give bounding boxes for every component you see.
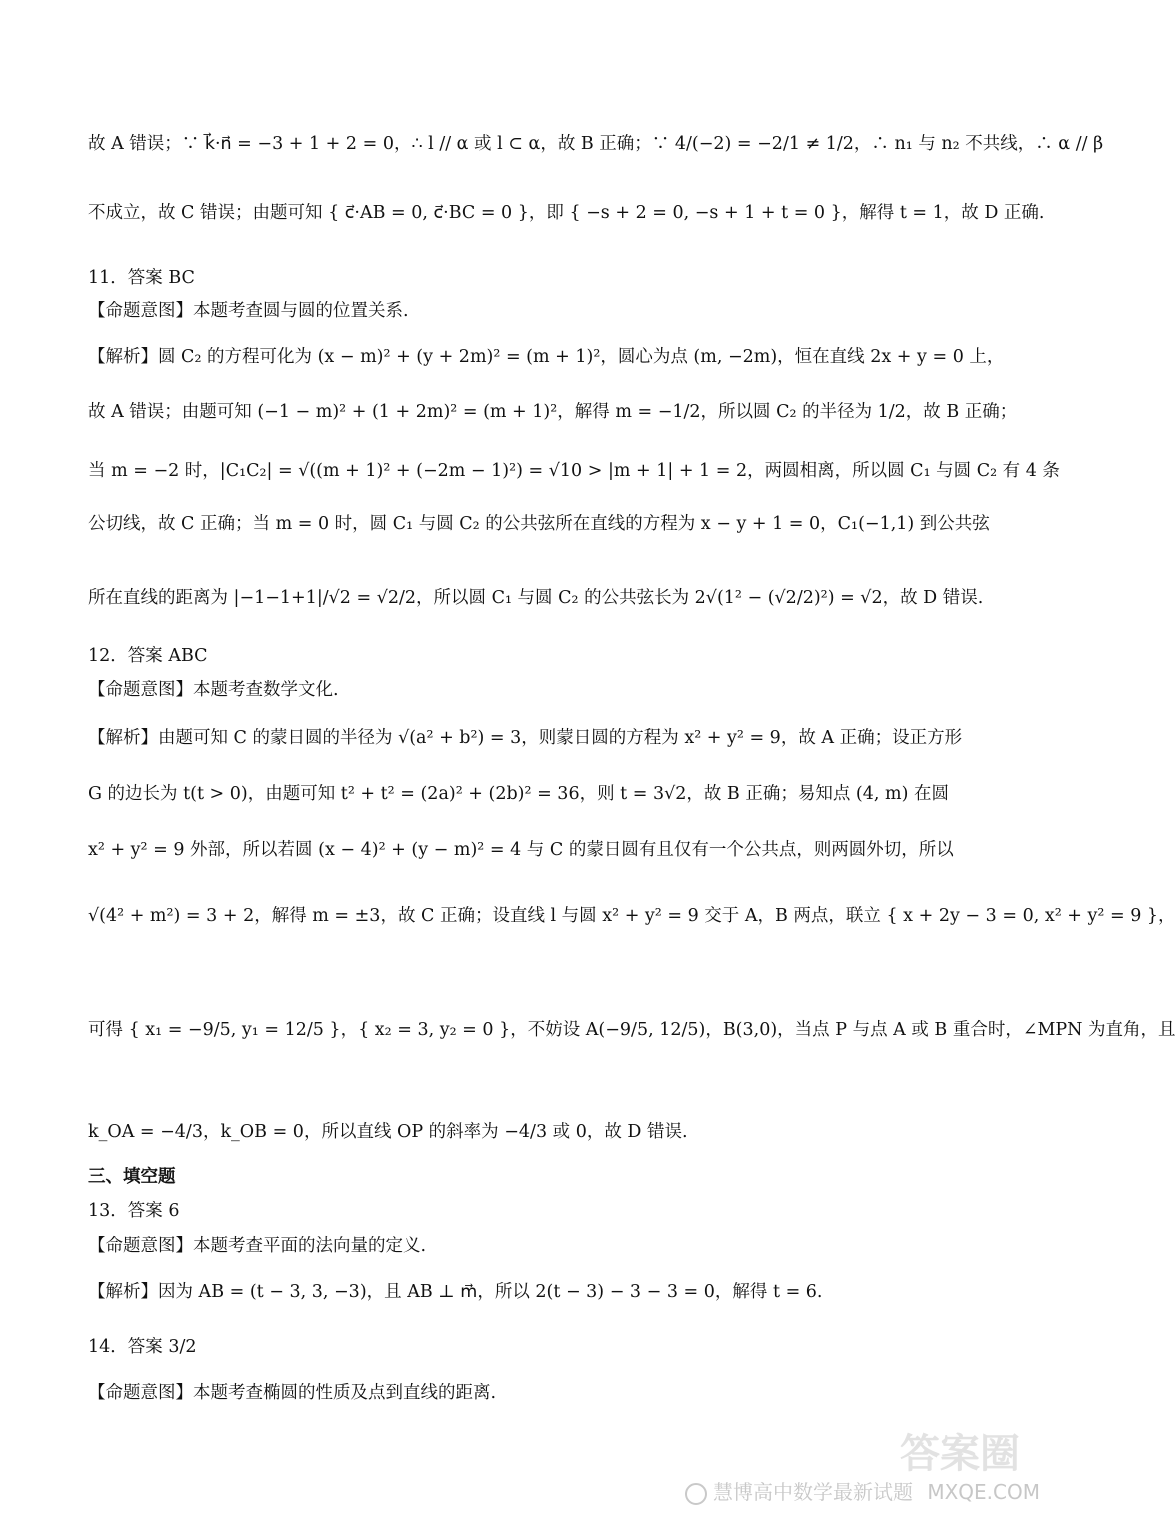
analysis-12-line-4: √(4² + m²) = 3 + 2，解得 m = ±3，故 C 正确；设直线 l 与圆 x² + y² = 9 交于 A，B 两点，联立 { x + 2y − 3 = 0, x² + y² = 9 }， <box>88 906 1176 926</box>
watermark-site: MXQE.COM <box>927 1480 1040 1504</box>
wechat-icon <box>685 1483 707 1505</box>
analysis-12-line-2: G 的边长为 t(t > 0)，由题可知 t² + t² = (2a)² + (2b)² = 36，则 t = 3√2，故 B 正确；易知点 (4, m) 在圆 <box>88 784 949 804</box>
analysis-12-line-3: x² + y² = 9 外部，所以若圆 (x − 4)² + (y − m)² = 4 与 C 的蒙日圆有且仅有一个公共点，则两圆外切，所以 <box>88 840 954 860</box>
analysis-12-line-6: k_OA = −4/3，k_OB = 0，所以直线 OP 的斜率为 −4/3 或 0，故 D 错误. <box>88 1122 688 1142</box>
analysis-11-line-1: 【解析】圆 C₂ 的方程可化为 (x − m)² + (y + 2m)² = (m + 1)²，圆心为点 (m, −2m)，恒在直线 2x + y = 0 上， <box>88 347 1005 367</box>
answer-11: 11．答案 BC <box>88 268 195 288</box>
text-line-1: 故 A 错误；∵ k⃗·n⃗ = −3 + 1 + 2 = 0，∴ l // α 或 l ⊂ α，故 B 正确；∵ 4/(−2) = −2/1 ≠ 1/2，∴ n₁ 与 n₂ 不共线，∴ α // β <box>88 134 1104 154</box>
analysis-11-line-3: 当 m = −2 时，|C₁C₂| = √((m + 1)² + (−2m − 1)²) = √10 > |m + 1| + 1 = 2，两圆相离，所以圆 C₁ 与圆 C₂ 有 4 条 <box>88 461 1060 481</box>
intent-13: 【命题意图】本题考查平面的法向量的定义. <box>88 1236 427 1256</box>
intent-11: 【命题意图】本题考查圆与圆的位置关系. <box>88 301 409 321</box>
watermark-stamp: 答案圈 <box>900 1431 1020 1477</box>
analysis-11-line-4: 公切线，故 C 正确；当 m = 0 时，圆 C₁ 与圆 C₂ 的公共弦所在直线的方程为 x − y + 1 = 0，C₁(−1,1) 到公共弦 <box>88 514 990 534</box>
intent-12: 【命题意图】本题考查数学文化. <box>88 680 339 700</box>
answer-13: 13．答案 6 <box>88 1201 180 1221</box>
analysis-12-line-5: 可得 { x₁ = −9/5, y₁ = 12/5 }，{ x₂ = 3, y₂ = 0 }，不妨设 A(−9/5, 12/5)，B(3,0)，当点 P 与点 A 或 B 重合时，∠MPN 为直角，且 <box>88 1020 1176 1040</box>
text-line-2: 不成立，故 C 错误；由题可知 { c⃗·AB = 0, c⃗·BC = 0 }，即 { −s + 2 = 0, −s + 1 + t = 0 }，解得 t = 1，故 D 正确. <box>88 203 1045 223</box>
answer-12: 12．答案 ABC <box>88 646 208 666</box>
answer-14: 14．答案 3/2 <box>88 1337 197 1357</box>
analysis-13: 【解析】因为 AB = (t − 3, 3, −3)，且 AB ⊥ m⃗，所以 2(t − 3) − 3 − 3 = 0，解得 t = 6. <box>88 1282 823 1302</box>
section-heading-fill-in: 三、填空题 <box>88 1167 176 1187</box>
analysis-11-line-2: 故 A 错误；由题可知 (−1 − m)² + (1 + 2m)² = (m + 1)²，解得 m = −1/2，所以圆 C₂ 的半径为 1/2，故 B 正确； <box>88 402 1018 422</box>
intent-14: 【命题意图】本题考查椭圆的性质及点到直线的距离. <box>88 1383 497 1403</box>
analysis-12-line-1: 【解析】由题可知 C 的蒙日圆的半径为 √(a² + b²) = 3，则蒙日圆的方程为 x² + y² = 9，故 A 正确；设正方形 <box>88 728 963 748</box>
analysis-11-line-5: 所在直线的距离为 |−1−1+1|/√2 = √2/2，所以圆 C₁ 与圆 C₂ 的公共弦长为 2√(1² − (√2/2)²) = √2，故 D 错误. <box>88 588 984 608</box>
watermark-text: 慧博高中数学最新试题 <box>712 1480 913 1504</box>
watermark <box>685 1476 1040 1505</box>
